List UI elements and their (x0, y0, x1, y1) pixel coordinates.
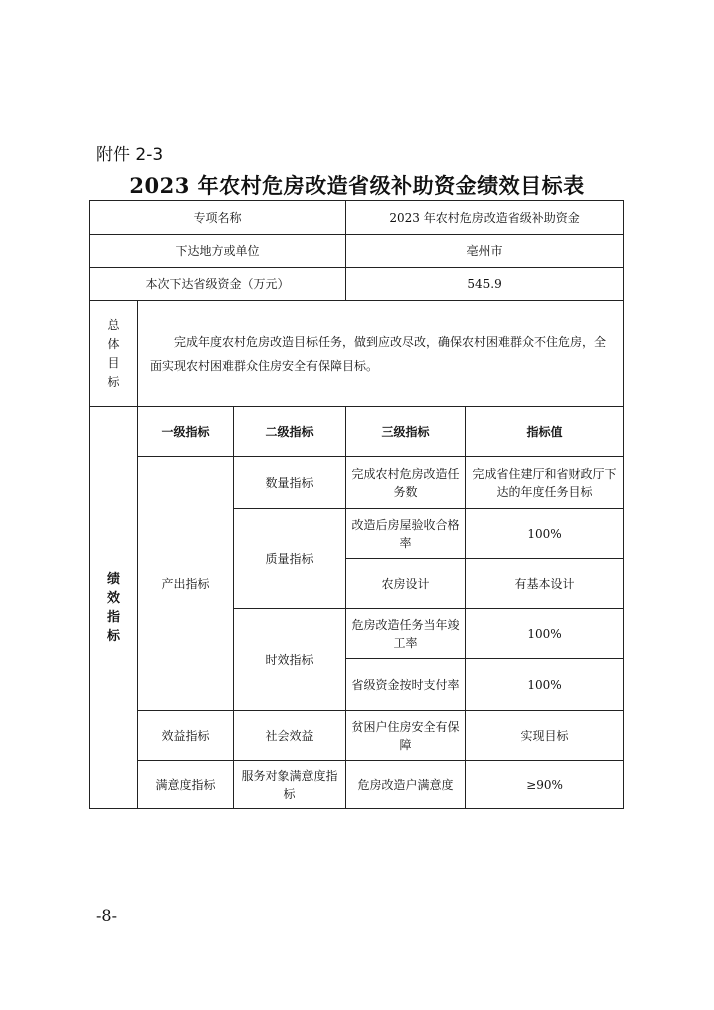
output-indicator: 产出指标 (138, 457, 234, 711)
table-row (90, 761, 624, 809)
satisfaction-indicator: 满意度指标 (138, 761, 234, 809)
level3-indicator: 危房改造户满意度 (346, 761, 466, 809)
performance-header-row (90, 407, 624, 457)
table-row (90, 457, 624, 509)
table-row (90, 711, 624, 761)
info-value: 亳州市 (346, 235, 624, 268)
column-header: 二级指标 (234, 407, 346, 457)
level3-indicator: 省级资金按时支付率 (346, 659, 466, 711)
column-header: 三级指标 (346, 407, 466, 457)
indicator-value: 完成省住建厅和省财政厅下达的年度任务目标 (466, 457, 624, 509)
service-satisfaction-indicator: 服务对象满意度指标 (234, 761, 346, 809)
indicator-value: 100% (466, 609, 624, 659)
social-benefit-indicator: 社会效益 (234, 711, 346, 761)
info-value: 2023 年农村危房改造省级补助资金 (346, 201, 624, 235)
document-title: 2023 年农村危房改造省级补助资金绩效目标表 (129, 173, 585, 198)
info-value: 545.9 (346, 268, 624, 301)
quantity-indicator: 数量指标 (234, 457, 346, 509)
column-header: 指标值 (466, 407, 624, 457)
info-label: 下达地方或单位 (90, 235, 346, 268)
info-row-recipient (90, 235, 624, 268)
level3-indicator: 贫困户住房安全有保障 (346, 711, 466, 761)
indicator-value: 100% (466, 509, 624, 559)
info-row-funds (90, 268, 624, 301)
indicator-value: ≥90% (466, 761, 624, 809)
indicator-value: 实现目标 (466, 711, 624, 761)
column-header: 一级指标 (138, 407, 234, 457)
info-label: 专项名称 (90, 201, 346, 235)
info-row-project-name (90, 201, 624, 235)
indicator-value: 有基本设计 (466, 559, 624, 609)
overall-goal-text: 完成年度农村危房改造目标任务，做到应改尽改，确保农村困难群众不住危房，全面实现农村困难群众住房安全有保障目标。 (138, 301, 624, 407)
performance-label: 绩效指标 (90, 407, 138, 809)
level3-indicator: 危房改造任务当年竣工率 (346, 609, 466, 659)
performance-target-table (89, 200, 624, 809)
benefit-indicator: 效益指标 (138, 711, 234, 761)
page-number: -8- (96, 906, 117, 925)
overall-goal-row (90, 301, 624, 407)
overall-goal-label: 总体目标 (90, 301, 138, 407)
level3-indicator: 农房设计 (346, 559, 466, 609)
level3-indicator: 完成农村危房改造任务数 (346, 457, 466, 509)
indicator-value: 100% (466, 659, 624, 711)
timeliness-indicator: 时效指标 (234, 609, 346, 711)
attachment-label: 附件 2-3 (96, 145, 164, 165)
quality-indicator: 质量指标 (234, 509, 346, 609)
level3-indicator: 改造后房屋验收合格率 (346, 509, 466, 559)
info-label: 本次下达省级资金（万元） (90, 268, 346, 301)
